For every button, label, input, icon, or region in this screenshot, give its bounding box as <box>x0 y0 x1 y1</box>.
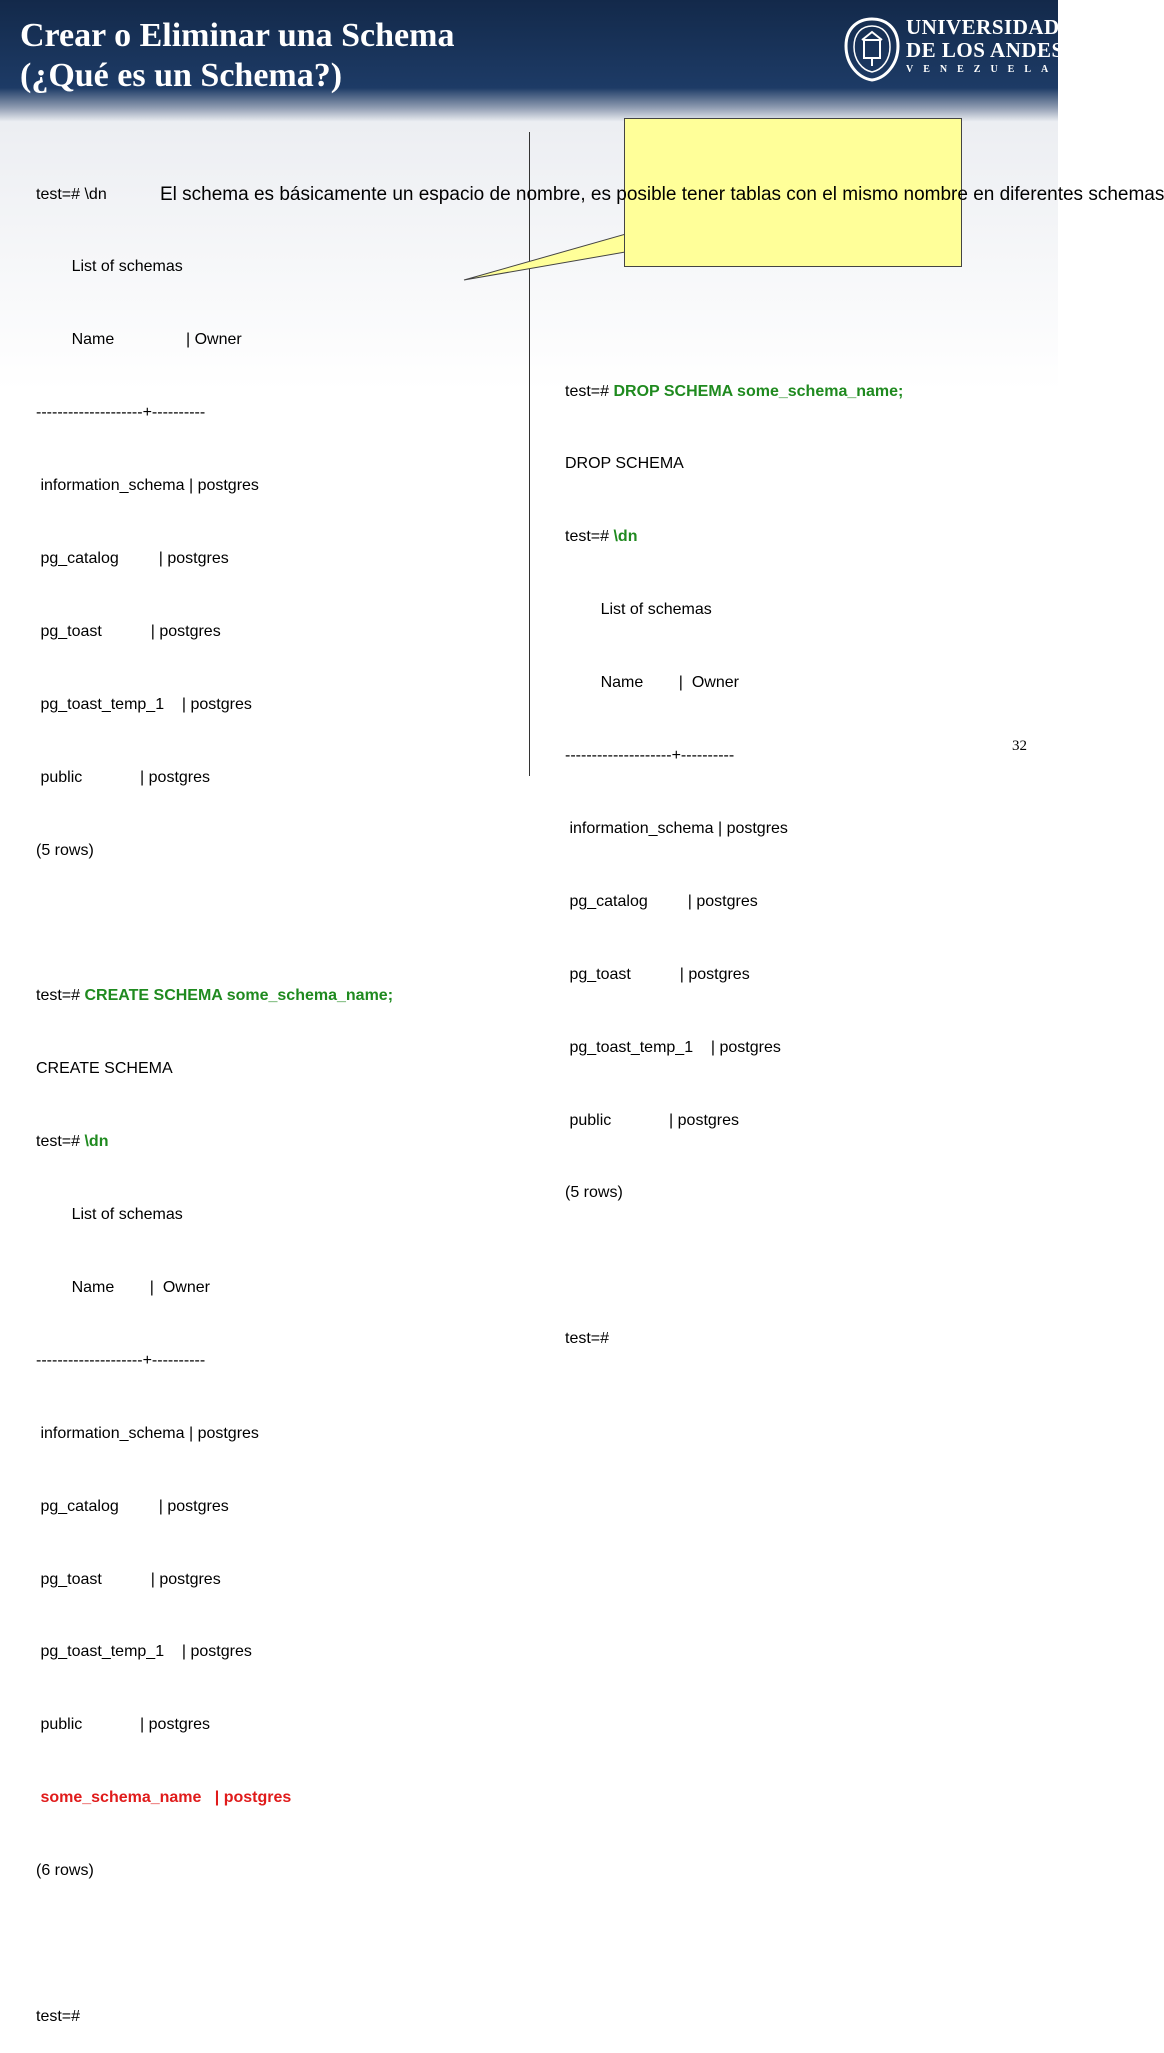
terminal-prompt: test=# <box>36 987 85 1005</box>
blank-line <box>36 1932 393 1956</box>
terminal-line: pg_catalog | postgres <box>36 550 229 568</box>
terminal-line: information_schema | postgres <box>36 1424 259 1442</box>
terminal-line: pg_toast_temp_1 | postgres <box>36 695 252 713</box>
sql-command: \dn <box>84 1133 109 1151</box>
terminal-line: List of schemas <box>36 1206 183 1224</box>
logo-line-2: DE LOS ANDES <box>906 38 1064 62</box>
terminal-text: | Owner <box>186 331 242 349</box>
terminal-line: Name | Owner <box>36 1278 210 1296</box>
terminal-line: DROP SCHEMA <box>565 455 684 473</box>
blank-line <box>36 912 393 936</box>
terminal-line: List of schemas <box>36 258 183 276</box>
terminal-line: Name | Owner <box>565 674 739 692</box>
terminal-line: --------------------+---------- <box>565 747 735 765</box>
terminal-line: (5 rows) <box>565 1184 623 1202</box>
terminal-prompt: test=# <box>565 382 614 400</box>
terminal-line: CREATE SCHEMA <box>36 1060 173 1078</box>
terminal-line: public | postgres <box>36 1716 211 1734</box>
terminal-line: information_schema | postgres <box>565 819 788 837</box>
terminal-line: public | postgres <box>565 1111 740 1129</box>
terminal-prompt: test=# <box>565 528 614 546</box>
title-line-1: Crear o Eliminar una Schema <box>20 17 455 54</box>
terminal-line <box>36 984 393 1008</box>
sql-command: CREATE SCHEMA some_schema_name; <box>84 987 394 1005</box>
terminal-line: pg_toast | postgres <box>36 622 221 640</box>
terminal-text: Name <box>36 331 115 349</box>
terminal-line: test=# <box>36 2007 81 2025</box>
terminal-line: --------------------+---------- <box>36 1351 206 1369</box>
terminal-line <box>36 1130 393 1154</box>
logo-line-1: UNIVERSIDAD <box>906 15 1060 39</box>
sql-command: DROP SCHEMA some_schema_name; <box>613 382 904 400</box>
sql-command: \dn <box>613 528 638 546</box>
logo-line-3: VENEZUELA <box>906 64 1059 75</box>
terminal-line: information_schema | postgres <box>36 477 259 495</box>
terminal-line: pg_toast | postgres <box>565 965 750 983</box>
blank-line <box>565 1254 903 1278</box>
terminal-line: test=# \dn <box>36 185 107 203</box>
terminal-line: (6 rows) <box>36 1862 94 1880</box>
terminal-line: pg_toast_temp_1 | postgres <box>565 1038 781 1056</box>
terminal-prompt: test=# <box>36 1133 85 1151</box>
terminal-line: pg_toast | postgres <box>36 1570 221 1588</box>
new-schema-row: some_schema_name | postgres <box>36 1789 292 1807</box>
terminal-line: pg_catalog | postgres <box>565 892 758 910</box>
terminal-line: public | postgres <box>36 768 211 786</box>
title-line-2: (¿Qué es un Schema?) <box>20 57 343 94</box>
terminal-line: (5 rows) <box>36 841 94 859</box>
callout-text: El schema es básicamente un espacio de nombre, es posible tener tablas con el mismo nombre en diferentes schemas <box>160 184 1164 205</box>
terminal-line: --------------------+---------- <box>36 404 206 422</box>
terminal-line: test=# <box>565 1330 610 1348</box>
terminal-line: List of schemas <box>565 601 712 619</box>
page-number: 32 <box>1012 738 1027 754</box>
terminal-line: pg_toast_temp_1 | postgres <box>36 1643 252 1661</box>
terminal-line: pg_catalog | postgres <box>36 1497 229 1515</box>
